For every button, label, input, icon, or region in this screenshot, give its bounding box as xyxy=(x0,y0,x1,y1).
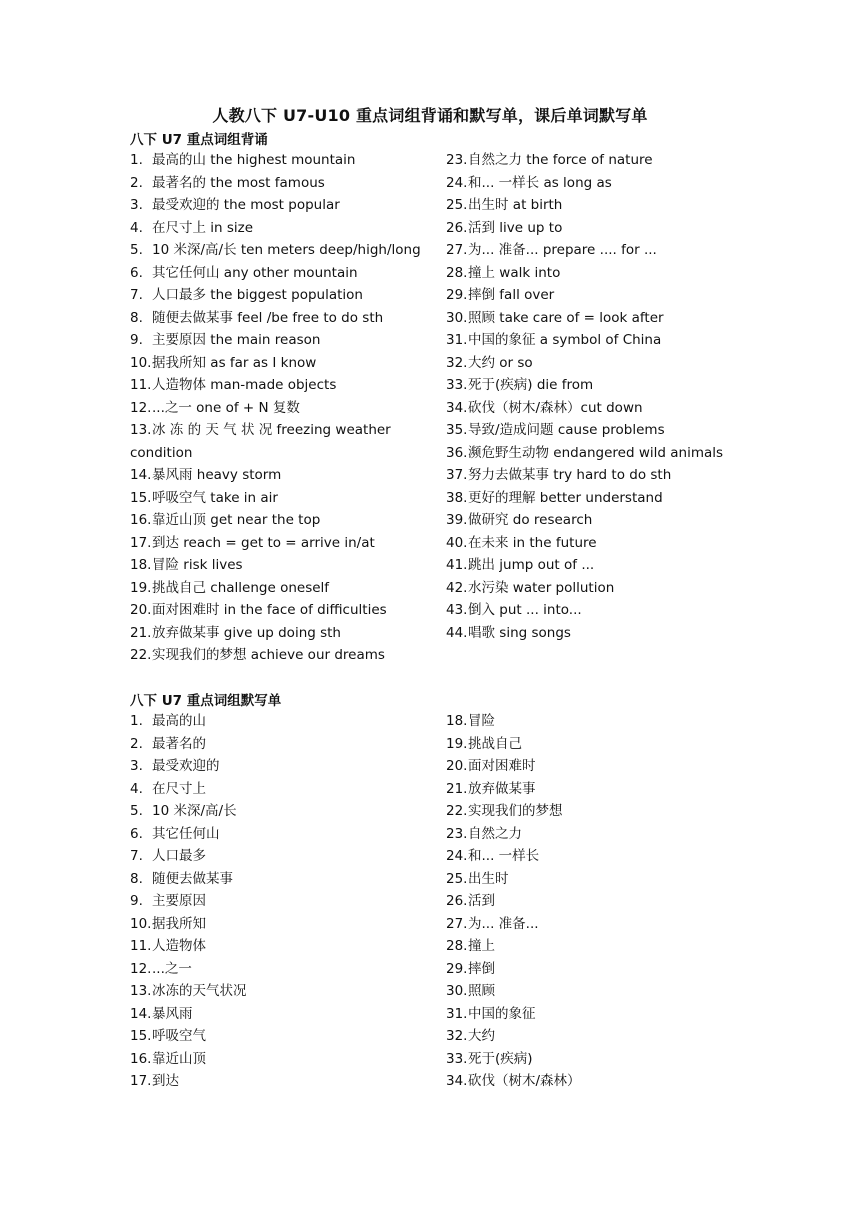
item-text: 自然之力 the force of nature xyxy=(468,152,653,168)
list-item xyxy=(446,800,746,823)
item-number: 27. xyxy=(446,242,468,258)
item-text: 随便去做某事 feel /be free to do sth xyxy=(152,309,384,326)
item-number: 14. xyxy=(130,1005,152,1022)
item-number: 11. xyxy=(130,938,152,954)
item-number: 7. xyxy=(130,287,143,303)
item-text-continuation: condition xyxy=(130,444,193,461)
list-item xyxy=(130,1003,425,1026)
item-number: 24. xyxy=(446,174,468,191)
item-number: 15. xyxy=(130,489,152,506)
list-item xyxy=(446,599,746,622)
item-number: 36. xyxy=(446,444,468,461)
dictation-section-heading: 八下 U7 重点词组默写单 xyxy=(130,693,282,709)
item-text: 实现我们的梦想 xyxy=(468,803,563,819)
item-text: 中国的象征 xyxy=(468,1005,536,1022)
item-number: 34. xyxy=(446,399,468,416)
list-item xyxy=(446,352,746,375)
item-number: 30. xyxy=(446,309,468,326)
item-number: 29. xyxy=(446,960,468,977)
item-number: 40. xyxy=(446,534,468,551)
item-number: 3. xyxy=(130,758,143,774)
item-text: 10 米深/高/长 xyxy=(152,803,237,819)
item-text: 靠近山顶 get near the top xyxy=(152,512,321,528)
item-text: 10 米深/高/长 ten meters deep/high/long xyxy=(152,242,421,258)
item-text: 呼吸空气 xyxy=(152,1028,206,1044)
list-item xyxy=(130,644,425,667)
item-text: 最受欢迎的 xyxy=(152,758,220,774)
item-number: 8. xyxy=(130,309,143,326)
list-item xyxy=(446,1003,746,1026)
item-number: 28. xyxy=(446,938,468,954)
item-text: 濒危野生动物 endangered wild animals xyxy=(468,444,724,461)
item-text: 为... 准备... prepare .... for ... xyxy=(468,242,657,258)
list-item xyxy=(130,800,425,823)
item-text: 据我所知 xyxy=(152,915,206,932)
item-text: 撞上 xyxy=(468,938,495,954)
item-text: 人造物体 xyxy=(152,938,206,954)
item-number: 22. xyxy=(446,803,468,819)
list-item xyxy=(446,980,746,1003)
item-text: 砍伐（树木/森林） xyxy=(468,1073,581,1089)
item-text: 做研究 do research xyxy=(468,512,593,528)
list-item xyxy=(130,262,425,285)
item-text: 自然之力 xyxy=(468,825,522,842)
item-text: 到达 reach = get to = arrive in/at xyxy=(152,534,375,551)
item-number: 12. xyxy=(130,399,152,416)
item-number: 23. xyxy=(446,152,468,168)
list-item xyxy=(446,307,746,330)
item-text: ...之一 xyxy=(152,960,192,977)
list-item xyxy=(446,958,746,981)
item-number: 41. xyxy=(446,557,468,573)
item-number: 38. xyxy=(446,489,468,506)
item-text: 面对困难时 in the face of difficulties xyxy=(152,602,387,618)
item-number: 23. xyxy=(446,825,468,842)
list-item xyxy=(446,487,746,510)
item-number: 26. xyxy=(446,219,468,236)
item-text: 水污染 water pollution xyxy=(468,579,615,596)
item-number: 5. xyxy=(130,803,143,819)
list-item xyxy=(130,509,425,532)
item-number: 7. xyxy=(130,848,143,864)
item-number: 27. xyxy=(446,915,468,932)
list-item xyxy=(446,284,746,307)
item-number: 25. xyxy=(446,197,468,213)
list-item xyxy=(130,487,425,510)
list-item xyxy=(446,442,746,465)
item-number: 35. xyxy=(446,422,468,438)
item-number: 29. xyxy=(446,287,468,303)
item-number: 10. xyxy=(130,915,152,932)
list-item xyxy=(446,845,746,868)
item-number: 9. xyxy=(130,332,143,348)
item-text: 跳出 jump out of ... xyxy=(468,557,595,573)
list-item xyxy=(446,935,746,958)
list-item xyxy=(130,980,425,1003)
item-number: 28. xyxy=(446,264,468,281)
item-number: 26. xyxy=(446,893,468,909)
list-item xyxy=(446,710,746,733)
list-item xyxy=(130,352,425,375)
list-item xyxy=(130,868,425,891)
item-text: 最著名的 xyxy=(152,735,206,752)
item-number: 39. xyxy=(446,512,468,528)
list-item xyxy=(446,419,746,442)
list-item xyxy=(446,464,746,487)
item-number: 1. xyxy=(130,713,143,729)
list-item xyxy=(446,1070,746,1093)
item-text: 活到 xyxy=(468,893,495,909)
list-item xyxy=(130,823,425,846)
list-item xyxy=(130,149,425,172)
item-text: 出生时 at birth xyxy=(468,197,563,213)
item-text: 面对困难时 xyxy=(468,758,536,774)
list-item xyxy=(130,419,425,464)
list-item xyxy=(130,172,425,195)
item-number: 13. xyxy=(130,422,152,438)
item-text: 努力去做某事 try hard to do sth xyxy=(468,467,672,483)
page-title: 人教八下 U7-U10 重点词组背诵和默写单，课后单词默写单 xyxy=(212,106,648,125)
recite-left-list xyxy=(130,149,425,667)
list-item xyxy=(446,913,746,936)
item-number: 16. xyxy=(130,1050,152,1067)
item-number: 20. xyxy=(446,758,468,774)
item-number: 12. xyxy=(130,960,152,977)
item-text: 其它任何山 xyxy=(152,825,220,842)
item-text: 挑战自己 challenge oneself xyxy=(152,579,330,596)
list-item xyxy=(130,935,425,958)
item-text: 在尺寸上 in size xyxy=(152,219,254,236)
item-text: 出生时 xyxy=(468,870,509,887)
item-text: 冒险 risk lives xyxy=(152,557,243,573)
item-number: 1. xyxy=(130,152,143,168)
list-item xyxy=(130,845,425,868)
item-number: 14. xyxy=(130,467,152,483)
list-item xyxy=(130,913,425,936)
item-number: 19. xyxy=(130,579,152,596)
list-item xyxy=(446,217,746,240)
item-text: 实现我们的梦想 achieve our dreams xyxy=(152,647,385,663)
list-item xyxy=(446,374,746,397)
list-item xyxy=(130,890,425,913)
item-number: 10. xyxy=(130,354,152,371)
recite-section-heading: 八下 U7 重点词组背诵 xyxy=(130,132,268,148)
list-item xyxy=(446,1025,746,1048)
item-text: 其它任何山 any other mountain xyxy=(152,264,358,281)
list-item xyxy=(446,868,746,891)
item-number: 6. xyxy=(130,825,143,842)
item-number: 2. xyxy=(130,735,143,752)
item-text: 大约 or so xyxy=(468,354,533,371)
list-item xyxy=(130,1048,425,1071)
list-item xyxy=(446,329,746,352)
item-number: 4. xyxy=(130,219,143,236)
item-text: 倒入 put ... into... xyxy=(468,602,582,618)
item-number: 19. xyxy=(446,735,468,752)
item-text: 在尺寸上 xyxy=(152,780,206,797)
item-number: 15. xyxy=(130,1028,152,1044)
item-number: 31. xyxy=(446,1005,468,1022)
list-item xyxy=(446,554,746,577)
item-text: 冰 冻 的 天 气 状 况 freezing weather xyxy=(152,422,391,438)
item-text: 随便去做某事 xyxy=(152,870,233,887)
recite-right-list xyxy=(446,149,746,644)
item-number: 17. xyxy=(130,534,152,551)
item-text: 人口最多 xyxy=(152,848,206,864)
list-item xyxy=(446,239,746,262)
item-number: 20. xyxy=(130,602,152,618)
item-number: 16. xyxy=(130,512,152,528)
item-text: 摔倒 xyxy=(468,960,495,977)
list-item xyxy=(446,778,746,801)
list-item xyxy=(446,149,746,172)
list-item xyxy=(130,622,425,645)
item-text: 在未来 in the future xyxy=(468,534,597,551)
item-number: 33. xyxy=(446,1050,468,1067)
list-item xyxy=(446,755,746,778)
item-number: 33. xyxy=(446,377,468,393)
list-item xyxy=(446,194,746,217)
item-text: 中国的象征 a symbol of China xyxy=(468,332,662,348)
item-number: 21. xyxy=(130,624,152,641)
list-item xyxy=(130,397,425,420)
item-number: 37. xyxy=(446,467,468,483)
list-item xyxy=(130,958,425,981)
item-text: 活到 live up to xyxy=(468,219,563,236)
item-text: 主要原因 xyxy=(152,893,206,909)
item-text: 到达 xyxy=(152,1073,179,1089)
list-item xyxy=(130,532,425,555)
item-text: 和... 一样长 xyxy=(468,848,540,864)
item-number: 18. xyxy=(446,713,468,729)
list-item xyxy=(130,554,425,577)
list-item xyxy=(130,577,425,600)
item-number: 22. xyxy=(130,647,152,663)
dictation-left-list xyxy=(130,710,425,1093)
list-item xyxy=(130,599,425,622)
item-text: 唱歌 sing songs xyxy=(468,624,571,641)
item-text: 冒险 xyxy=(468,713,495,729)
item-text: 照顾 xyxy=(468,983,495,999)
list-item xyxy=(130,755,425,778)
item-number: 43. xyxy=(446,602,468,618)
item-number: 24. xyxy=(446,848,468,864)
item-text: 最受欢迎的 the most popular xyxy=(152,197,340,213)
item-text: 挑战自己 xyxy=(468,735,522,752)
item-number: 42. xyxy=(446,579,468,596)
list-item xyxy=(130,374,425,397)
item-number: 6. xyxy=(130,264,143,281)
item-text: 放弃做某事 xyxy=(468,780,536,797)
item-number: 32. xyxy=(446,1028,468,1044)
item-text: 更好的理解 better understand xyxy=(468,489,663,506)
list-item xyxy=(130,733,425,756)
item-text: 暴风雨 xyxy=(152,1005,193,1022)
dictation-right-list xyxy=(446,710,746,1093)
list-item xyxy=(130,1070,425,1093)
item-text: 主要原因 the main reason xyxy=(152,332,321,348)
list-item xyxy=(446,262,746,285)
item-number: 9. xyxy=(130,893,143,909)
item-text: 放弃做某事 give up doing sth xyxy=(152,624,341,641)
item-text: 暴风雨 heavy storm xyxy=(152,467,282,483)
item-text: 靠近山顶 xyxy=(152,1050,206,1067)
item-text: 人口最多 the biggest population xyxy=(152,287,363,303)
item-number: 11. xyxy=(130,377,152,393)
item-number: 30. xyxy=(446,983,468,999)
list-item xyxy=(446,397,746,420)
list-item xyxy=(130,239,425,262)
list-item xyxy=(130,329,425,352)
item-text: 最高的山 the highest mountain xyxy=(152,152,356,168)
list-item xyxy=(446,890,746,913)
item-text: 撞上 walk into xyxy=(468,264,561,281)
item-number: 31. xyxy=(446,332,468,348)
list-item xyxy=(130,307,425,330)
item-number: 13. xyxy=(130,983,152,999)
list-item xyxy=(130,710,425,733)
item-text: 摔倒 fall over xyxy=(468,287,555,303)
list-item xyxy=(446,532,746,555)
item-text: 死于(疾病) xyxy=(468,1050,533,1067)
item-text: 导致/造成问题 cause problems xyxy=(468,422,665,438)
list-item xyxy=(130,464,425,487)
list-item-line xyxy=(130,419,425,442)
item-number: 21. xyxy=(446,780,468,797)
item-number: 8. xyxy=(130,870,143,887)
list-item xyxy=(446,1048,746,1071)
list-item xyxy=(130,778,425,801)
list-item xyxy=(446,622,746,645)
item-text: 大约 xyxy=(468,1028,495,1044)
item-text: 最高的山 xyxy=(152,713,206,729)
list-item xyxy=(446,577,746,600)
item-text: 和... 一样长 as long as xyxy=(468,174,612,191)
item-number: 25. xyxy=(446,870,468,887)
item-text: 为... 准备... xyxy=(468,915,539,932)
list-item xyxy=(130,1025,425,1048)
item-number: 34. xyxy=(446,1073,468,1089)
item-number: 32. xyxy=(446,354,468,371)
item-text: 照顾 take care of = look after xyxy=(468,309,664,326)
item-text: 砍伐（树木/森林）cut down xyxy=(468,399,643,416)
item-number: 18. xyxy=(130,557,152,573)
list-item xyxy=(130,194,425,217)
list-item xyxy=(130,284,425,307)
item-text: 冰冻的天气状况 xyxy=(152,983,247,999)
list-item xyxy=(130,217,425,240)
item-text: 最著名的 the most famous xyxy=(152,174,325,191)
item-number: 5. xyxy=(130,242,143,258)
item-number: 17. xyxy=(130,1073,152,1089)
item-text: 呼吸空气 take in air xyxy=(152,489,278,506)
item-text: 据我所知 as far as I know xyxy=(152,354,317,371)
item-number: 2. xyxy=(130,174,143,191)
list-item xyxy=(446,733,746,756)
list-item xyxy=(446,823,746,846)
item-number: 4. xyxy=(130,780,143,797)
list-item xyxy=(446,509,746,532)
item-text: ...之一 one of + N 复数 xyxy=(152,399,300,416)
item-number: 44. xyxy=(446,624,468,641)
item-text: 人造物体 man-made objects xyxy=(152,377,337,393)
item-text: 死于(疾病) die from xyxy=(468,377,594,393)
list-item xyxy=(446,172,746,195)
item-number: 3. xyxy=(130,197,143,213)
